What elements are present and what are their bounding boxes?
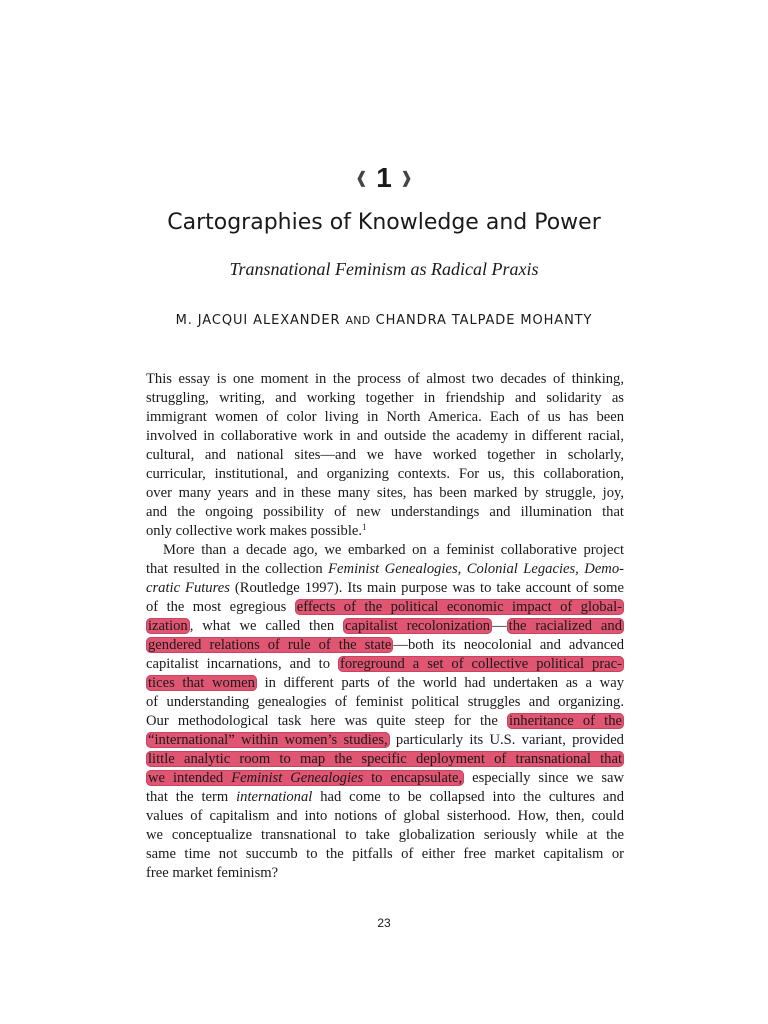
paragraph-1 [146,370,624,541]
text-run: (Routledge 1997). Its main purpose was to take account of some [229,580,624,596]
text-line: This essay is one moment in the process of almost two decades of thinking, [146,371,624,387]
page-number: 23 [377,916,391,930]
chapter-number-value: 1 [376,162,392,193]
text-run: only collective work makes possible. [146,523,363,539]
author-second: CHANDRA TALPADE MOHANTY [375,313,593,328]
text-line: immigrant women of color living in North America. Each of us has been [146,409,624,425]
paragraph-2 [146,541,624,883]
text-line [146,674,624,693]
text-line: we conceptualize transnational to take globalization seriously while at the [146,827,624,843]
text-run: we intended [148,770,232,786]
book-title-italic: cratic Futures [146,580,230,596]
highlight[interactable]: foreground a set of collective political prac- [339,656,622,672]
chapter-close-bracket: ❱ [399,170,414,187]
text-run: particularly its U.S. variant, provided [389,732,624,748]
text-line [146,617,624,636]
text-line [146,769,624,788]
body-text [146,370,624,883]
footnote-marker[interactable]: 1 [362,522,367,532]
text-run: to encapsulate, [363,770,463,786]
text-line: over many years and in these many sites, has been marked by struggle, joy, [146,485,624,501]
text-run: —both its neocolonial and advanced [393,637,624,653]
chapter-subtitle: Transnational Feminism as Radical Praxis [229,259,539,279]
text-run: in different parts of the world had undertaken as a way [256,675,624,691]
text-line: same time not succumb to the pitfalls of either free market capitalism or [146,846,624,862]
text-line [146,522,624,541]
text-line [146,560,624,579]
text-line [146,712,624,731]
text-run: especially since we saw [464,770,625,786]
text-run: that resulted in the collection [146,561,329,577]
text-line [146,788,624,807]
chapter-open-bracket: ❰ [354,170,369,187]
highlight[interactable]: tices that women [148,675,255,691]
text-line [146,731,624,750]
highlight[interactable]: effects of the political economic impact of global- [296,599,622,615]
text-line: free market feminism? [146,865,279,881]
text-line: of understanding genealogies of feminist political struggles and organizing. [146,694,624,710]
text-run: that the term [146,789,237,805]
highlight[interactable]: the racialized and [508,618,623,634]
highlight[interactable] [146,770,464,786]
chapter-title: Cartographies of Knowledge and Power [167,210,601,235]
text-line [146,655,624,674]
highlight[interactable]: gendered relations of rule of the state [148,637,392,653]
author-first: M. JACQUI ALEXANDER [175,313,341,328]
text-line: cultural, and national sites—and we have worked together in scholarly, [146,447,624,463]
text-line [146,636,624,655]
highlight[interactable]: “international” within women’s studies, [148,732,388,748]
book-title-italic: Feminist Genealogies, Colonial Legacies, Demo- [328,561,624,577]
highlight[interactable]: little analytic room to map the specific deployment of transnational that [148,751,622,767]
term-italic: international [236,789,313,805]
text-line [146,750,624,769]
author-conjunction: AND [345,314,371,327]
authors-line [0,313,768,328]
text-line: values of capitalism and into notions of global sisterhood. How, then, could [146,808,624,824]
text-run: , what we called then [189,618,344,634]
text-line [146,579,624,598]
text-run: Our methodological task here was quite steep for the [146,713,507,729]
highlight[interactable]: ization [148,618,188,634]
text-run: capitalist incarnations, and to [146,656,338,672]
text-line: curricular, institutional, and organizing contexts. For us, this collaboration, [146,466,624,482]
text-line [146,598,624,617]
text-run: had come to be collapsed into the cultures and [312,789,624,805]
text-run: — [492,618,507,634]
book-title-italic: Feminist Genealogies [231,770,364,786]
highlight[interactable]: capitalist recolonization [345,618,491,634]
chapter-number [0,162,768,194]
text-line: and the ongoing possibility of new understandings and illumination that [146,504,624,520]
text-run: of the most egregious [146,599,295,615]
text-line: More than a decade ago, we embarked on a feminist collaborative project [163,542,624,558]
highlight[interactable]: inheritance of the [508,713,622,729]
text-line: involved in collaborative work in and outside the academy in different racial, [146,428,624,444]
text-line: struggling, writing, and working together in friendship and solidarity as [146,390,624,406]
